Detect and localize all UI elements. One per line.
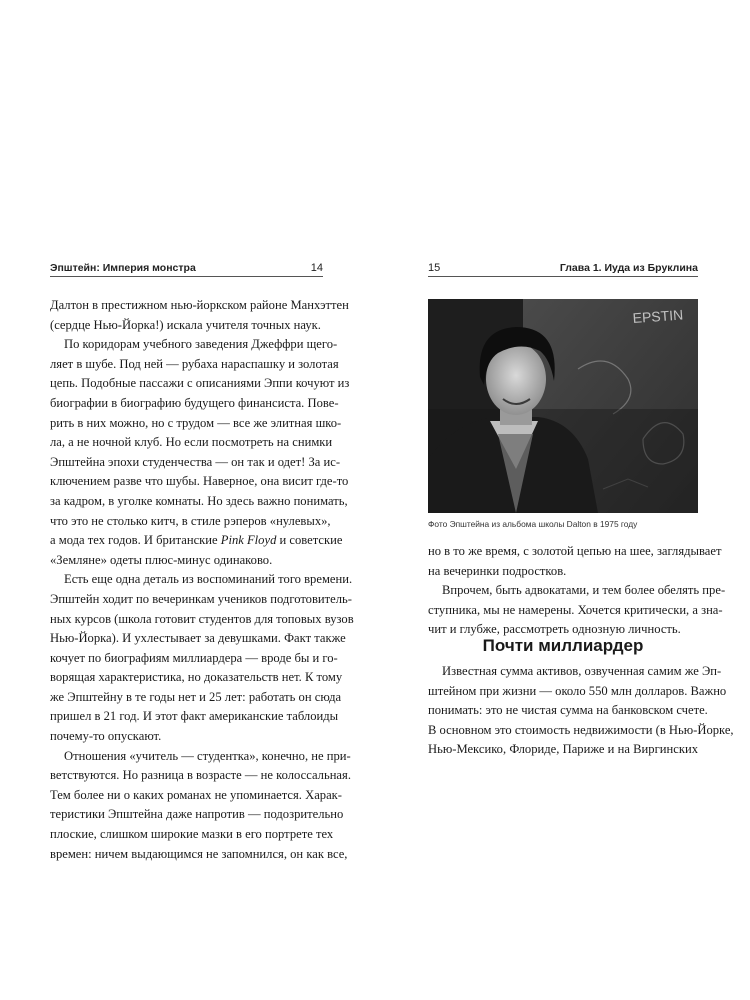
text-line: Известная сумма активов, озвученная самим же Эп-	[442, 664, 722, 678]
right-body-text-top	[428, 542, 726, 640]
text-line: По коридорам учебного заведения Джеффри щего-	[64, 337, 338, 352]
text-line-with-italic	[50, 531, 343, 551]
text-line: чит и глубже, рассмотреть однозную личность.	[428, 622, 681, 637]
text-line: Нью-Мексико, Флориде, Париже и на Виргинских	[428, 742, 698, 757]
right-body-text-bottom	[428, 662, 734, 760]
text-line: Эпштейна эпохи студенчества — он так и одет! За ис-	[50, 454, 341, 469]
text-line: времен: ничем выдающимся не запомнился, он как все,	[50, 846, 348, 861]
text-line: на вечеринки подростков.	[428, 563, 567, 578]
right-running-head	[428, 258, 698, 277]
text-line: биографии в биографию будущего финансиста. Пове-	[50, 395, 339, 410]
text-line: Далтон в престижном нью-йоркском районе Манхэттен	[50, 298, 349, 312]
italic-band-name: Pink Floyd	[220, 533, 277, 548]
text-line: за кадром, в уголке комнаты. Но здесь важно понимать,	[50, 493, 348, 508]
text-line: но в то же время, с золотой цепью на шее, заглядывает	[428, 544, 722, 558]
text-line: ключением разве что шубы. Наверное, она висит где-то	[50, 474, 349, 489]
book-title-header: Эпштейн: Империя монстра	[50, 262, 196, 274]
text-line: почему-то опускают.	[50, 729, 162, 744]
text-line: кочует по биографиям миллиардера — вроде бы и го-	[50, 650, 338, 665]
left-running-head	[50, 258, 323, 277]
text-segment: и советские	[276, 533, 343, 548]
text-line: ных курсов (школа готовит студентов для топовых вузов	[50, 611, 354, 626]
left-body-text	[50, 296, 354, 864]
text-line: ла, а не ночной клуб. Но если посмотреть на снимки	[50, 435, 333, 450]
text-line: плоские, слишком широкие мазки в его портрете тех	[50, 827, 334, 842]
text-line: ступника, мы не намерены. Хочется критически, а зна-	[428, 602, 723, 617]
text-line: Тем более ни о каких романах не упоминается. Харак-	[50, 787, 342, 802]
text-line: теристики Эпштейна даже напротив — подозрительно	[50, 807, 344, 822]
page-number-right: 15	[428, 262, 441, 274]
text-line: (сердце Нью-Йорка!) искала учителя точных наук.	[50, 317, 321, 332]
text-line: Есть еще одна деталь из воспоминаний того времени.	[64, 572, 353, 587]
school-photo	[428, 299, 698, 513]
text-line: рить в них можно, но с трудом — все же элитная шко-	[50, 415, 342, 430]
text-line: Впрочем, быть адвокатами, и тем более обелять пре-	[442, 583, 726, 598]
text-line: что это не столько китч, в стиле рэперов «нулевых»,	[50, 513, 331, 528]
text-segment: а мода тех годов. И британские	[50, 533, 221, 548]
page-number-left: 14	[310, 262, 323, 274]
right-page	[375, 0, 750, 1000]
photo-caption: Фото Эпштейна из альбома школы Dalton в 1975 году	[428, 519, 638, 529]
text-line: Отношения «учитель — студентка», конечно, не при-	[64, 748, 351, 763]
section-heading: Почти миллиардер	[482, 636, 644, 655]
text-line: ляет в шубе. Под ней — рубаха нараспашку и золотая	[50, 356, 339, 371]
chapter-title-header: Глава 1. Иуда из Бруклина	[559, 262, 698, 274]
text-line: же Эпштейну в те годы нет и 25 лет: работать он сюда	[50, 689, 342, 704]
text-line: понимать: это не чистая сумма на банковском счете.	[428, 703, 708, 718]
text-line: ветствуются. Но разница в возрасте — не колоссальная.	[50, 768, 351, 783]
text-line: ворящая характеристика, но доказательств нет. К тому	[50, 670, 343, 685]
text-line: Нью-Йорка). И ухлестывает за девушками. Факт также	[50, 631, 346, 646]
text-line: пришел в 21 год. И этот факт американские таблоиды	[50, 709, 339, 724]
text-line: штейном при жизни — около 550 млн долларов. Важно	[428, 683, 727, 698]
text-line: В основном это стоимость недвижимости (в Нью-Йорке,	[428, 722, 734, 737]
text-line: «Земляне» одеты плюс-минус одинаково.	[50, 552, 273, 567]
chalkboard-writing: EPSTIN	[632, 306, 684, 326]
text-line: цепь. Подобные пассажи с описаниями Эппи кочуют из	[50, 376, 350, 391]
photo-illustration	[428, 299, 698, 513]
text-line: Эпштейн ходит по вечеринкам учеников подготовитель-	[50, 591, 352, 606]
